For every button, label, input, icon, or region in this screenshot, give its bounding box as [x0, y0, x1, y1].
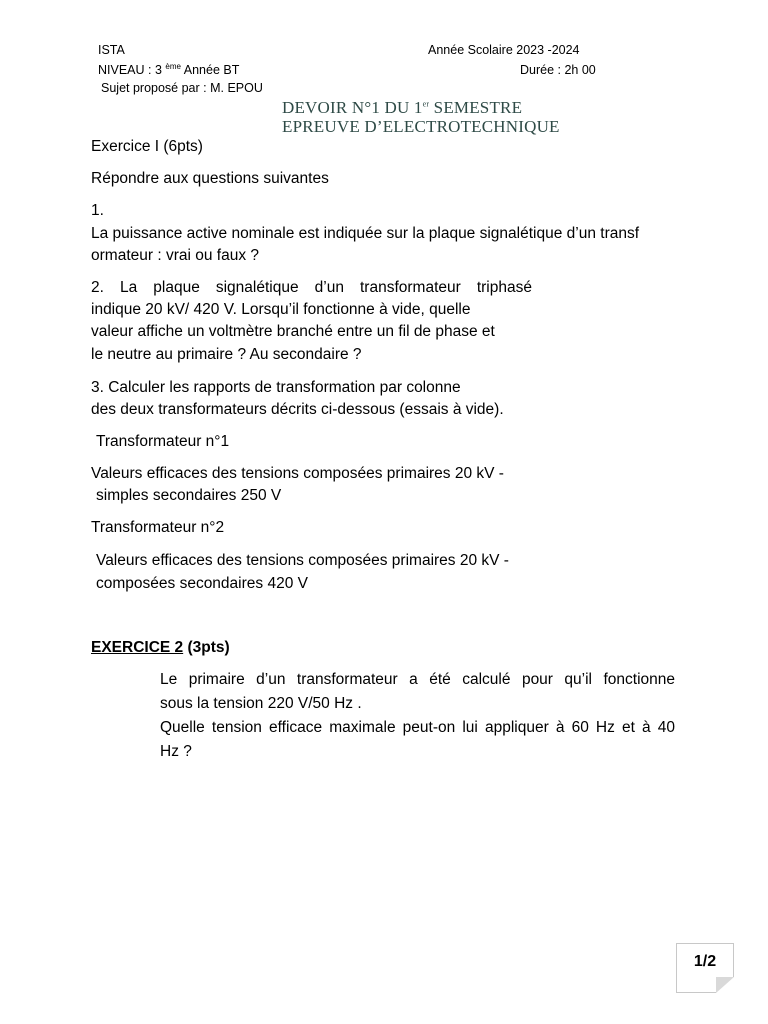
exercise2-line3: Quelle tension efficace maximale peut-on lui appliquer à 60 Hz et à 40	[160, 719, 675, 736]
question1-number: 1.	[91, 202, 104, 219]
question2-line3: valeur affiche un voltmètre branché entre un fil de phase et	[91, 323, 495, 340]
exercise2-line1: Le primaire d’un transformateur a été calculé pour qu’il fonctionne	[160, 671, 675, 688]
transformer1-line1: Valeurs efficaces des tensions composées primaires 20 kV -	[91, 465, 504, 482]
transformer1-title: Transformateur n°1	[96, 433, 230, 450]
question1-line2: ormateur : vrai ou faux ?	[91, 247, 259, 264]
level-line	[98, 63, 239, 77]
transformer2-line1: Valeurs efficaces des tensions composées primaires 20 kV -	[96, 552, 509, 569]
exam-title-line1	[282, 98, 522, 118]
exam-title-line2: EPREUVE D’ELECTROTECHNIQUE	[282, 117, 560, 136]
page-number-box	[676, 943, 734, 993]
exercise1-heading: Exercice I (6pts)	[91, 138, 203, 155]
level-suffix: Année BT	[180, 63, 240, 77]
exercise2-line4: Hz ?	[160, 743, 192, 760]
exercise1-intro: Répondre aux questions suivantes	[91, 170, 329, 187]
transformer2-line2: composées secondaires 420 V	[96, 575, 308, 592]
question3-line2: des deux transformateurs décrits ci-dessous (essais à vide).	[91, 401, 504, 418]
page-fold-cut	[716, 977, 734, 993]
transformer2-title: Transformateur n°2	[91, 519, 225, 536]
transformer1-line2: simples secondaires 250 V	[96, 487, 282, 504]
exercise2-heading	[91, 636, 230, 660]
exercise2-line2: sous la tension 220 V/50 Hz .	[160, 695, 362, 712]
question3-line1: 3. Calculer les rapports de transformation par colonne	[91, 379, 461, 396]
duration: Durée : 2h 00	[520, 63, 596, 77]
page-number: 1/2	[693, 953, 717, 970]
author-line: Sujet proposé par : M. EPOU	[101, 81, 263, 95]
title-sup: er	[422, 99, 430, 109]
title-prefix: DEVOIR N°1 DU 1	[282, 98, 423, 117]
question2-line1: 2. La plaque signalétique d’un transformateur triphasé	[91, 279, 532, 296]
exercise2-heading-points: (3pts)	[183, 639, 230, 656]
exercise2-heading-main: EXERCICE 2	[91, 639, 184, 656]
level-sup: ème	[165, 61, 181, 71]
question2-line4: le neutre au primaire ? Au secondaire ?	[91, 346, 362, 363]
question1-line1: La puissance active nominale est indiquée sur la plaque signalétique d’un transf	[91, 225, 640, 242]
title-suffix: SEMESTRE	[429, 98, 523, 117]
school-name: ISTA	[98, 43, 125, 57]
question2-line2: indique 20 kV/ 420 V. Lorsqu’il fonctionne à vide, quelle	[91, 301, 471, 318]
school-year: Année Scolaire 2023 -2024	[428, 43, 580, 57]
level-prefix: NIVEAU : 3	[98, 63, 162, 77]
